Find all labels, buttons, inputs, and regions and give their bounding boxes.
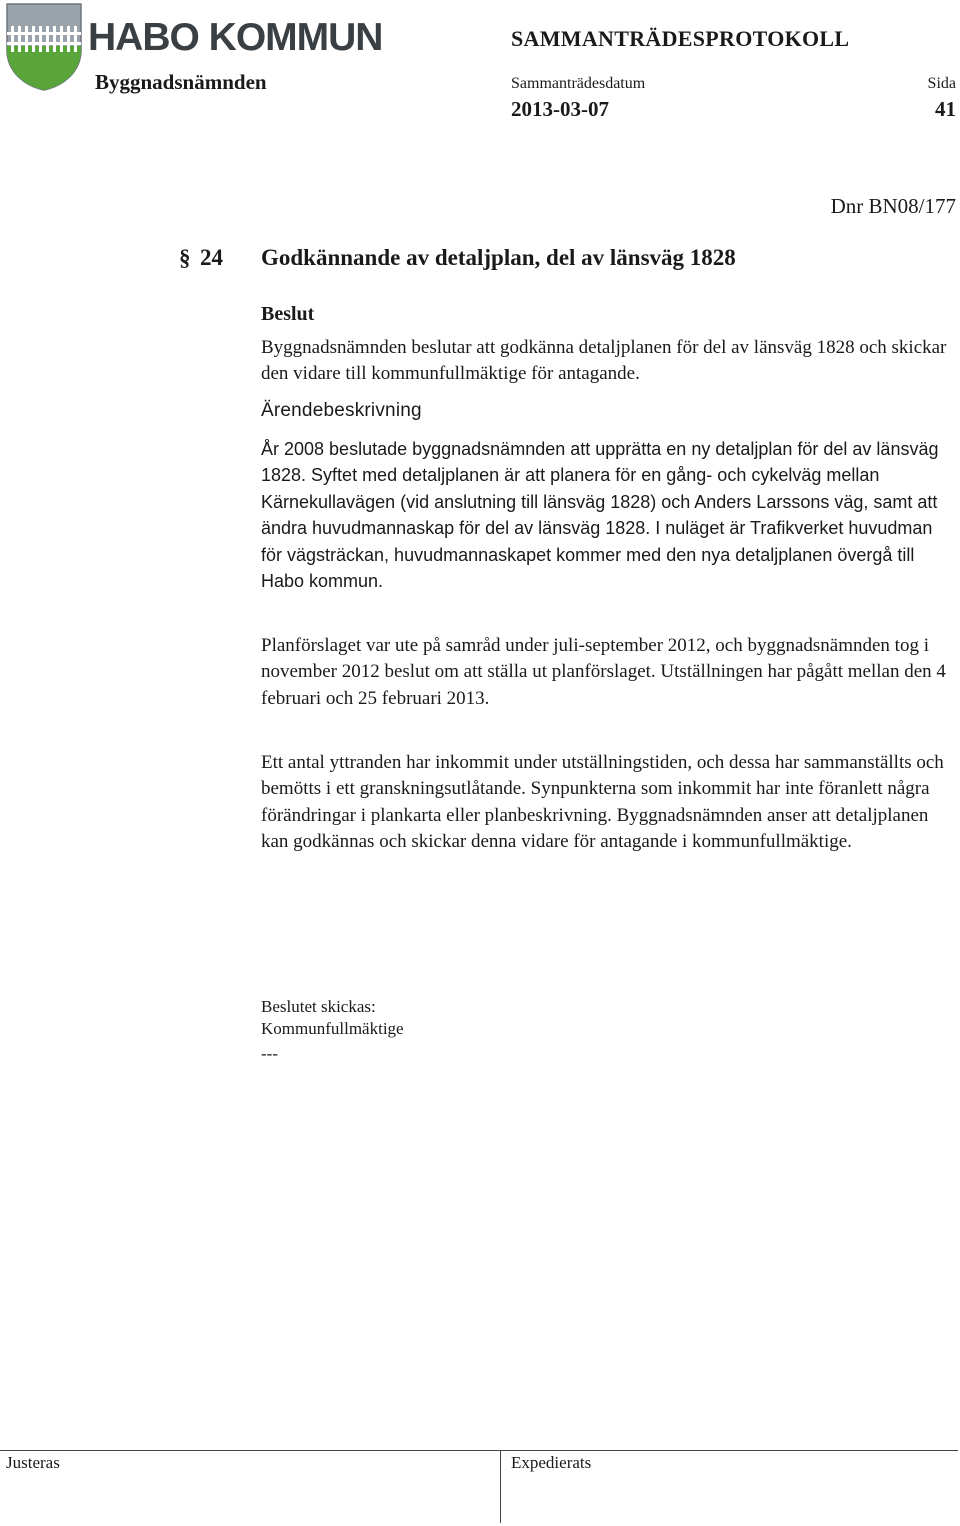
- document-type: SAMMANTRÄDESPROTOKOLL: [511, 26, 850, 51]
- footer-justeras-label: Justeras: [6, 1453, 60, 1472]
- case-reference-number: Dnr BN08/177: [830, 194, 956, 218]
- coat-of-arms-icon: [5, 2, 85, 92]
- committee-name: Byggnadsnämnden: [95, 70, 267, 94]
- section-title: Godkännande av detaljplan, del av länsväg 1828: [261, 245, 736, 270]
- meeting-date-label: Sammanträdesdatum: [511, 75, 646, 92]
- decision-text: Byggnadsnämnden beslutar att godkänna detaljplanen för del av länsväg 1828 och skickar den vidare till kommunfullmäktige för antagande.: [261, 337, 947, 385]
- page-label: Sida: [927, 75, 956, 92]
- description-paragraph-3: Ett antal yttranden har inkommit under utställningstiden, och dessa har sammanställts och bemötts i ett granskningsutlåtande. Synpunkterna som inkommit har inte föranlett några förändringar i plankarta eller planbeskrivning. Byggnadsnämnden anser att detaljplanen kan godkännas och skickar denna vidare för antagande i kommunfullmäktige.: [261, 752, 944, 853]
- distribution-recipient: Kommunfullmäktige: [261, 1019, 404, 1038]
- description-paragraph-1: År 2008 beslutade byggnadsnämnden att upprätta en ny detaljplan för del av länsväg 1828. Syftet med detaljplanen är att planera för en gång- och cykelväg mellan Kärnekullavägen (vid anslutning till länsväg 1828) och Anders Larssons väg, samt att ändra huvudmannaskap för del av länsväg 1828. I nuläget är Trafikverket huvudman för vägsträckan, huvudmannaskapet kommer med den nya detaljplanen övergå till Habo kommun.: [261, 439, 939, 592]
- section-sign: §: [179, 245, 191, 270]
- municipality-coat-of-arms: [5, 2, 85, 92]
- meeting-date: 2013-03-07: [511, 97, 609, 121]
- description-paragraph-2: Planförslaget var ute på samråd under juli-september 2012, och byggnadsnämnden tog i november 2012 beslut om att ställa ut planförslaget. Utställningen har pågått mellan den 4 februari och 25 februari 2013.: [261, 635, 946, 709]
- decision-heading: Beslut: [261, 303, 315, 325]
- section-number: 24: [200, 245, 223, 270]
- logo-wordmark: HABO KOMMUN: [88, 16, 383, 59]
- description-heading: Ärendebeskrivning: [261, 400, 422, 421]
- end-marker: ---: [261, 1044, 278, 1063]
- footer-expedierats-label: Expedierats: [511, 1453, 592, 1472]
- distribution-label: Beslutet skickas:: [261, 997, 376, 1016]
- footer-divider: [500, 1451, 501, 1523]
- page-number: 41: [935, 97, 956, 121]
- footer-rule: [0, 1450, 958, 1451]
